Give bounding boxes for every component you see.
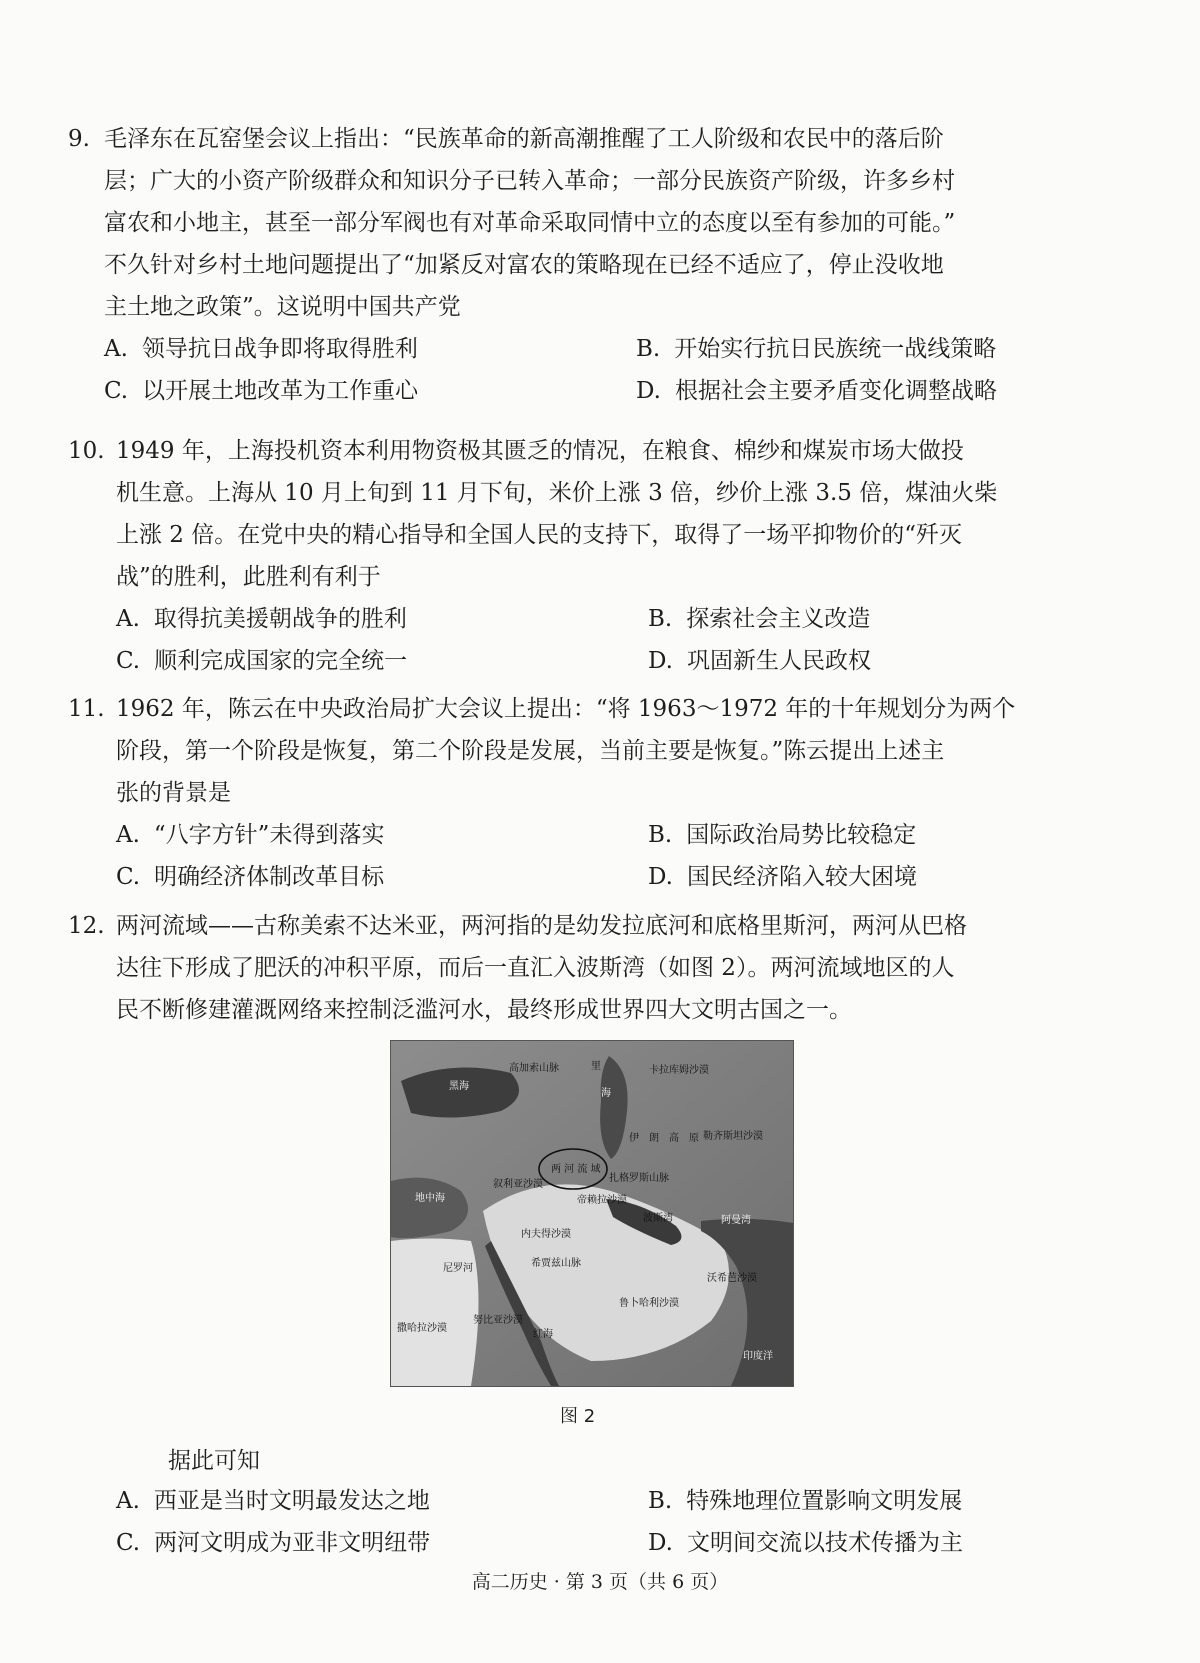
map-label-mediterranean: 地中海 — [415, 1193, 445, 1204]
question-12 — [68, 905, 1108, 1031]
question-stem — [104, 118, 1108, 328]
west-asia-map — [391, 1041, 793, 1386]
option-c[interactable]: C. 明确经济体制改革目标 — [116, 864, 385, 890]
map-label-gulf-oman: 阿曼湾 — [721, 1215, 751, 1226]
option-c[interactable]: C. 顺利完成国家的完全统一 — [116, 648, 408, 674]
map-label-wahiba: 沃希芭沙漠 — [707, 1273, 757, 1284]
map-label-two-rivers: 两 河 流 域 — [551, 1164, 601, 1175]
map-label-caspian-1: 里 — [591, 1061, 601, 1072]
question-number: 12. — [68, 913, 105, 939]
map-label-persian-gulf: 波斯湾 — [643, 1213, 673, 1224]
question-prompt: 据此可知 — [168, 1448, 260, 1474]
option-b[interactable]: B. 开始实行抗日民族统一战线策略 — [636, 336, 997, 362]
map-label-nile: 尼罗河 — [443, 1263, 473, 1274]
black-sea-shape — [401, 1068, 519, 1118]
stem-line: 层；广大的小资产阶级群众和知识分子已转入革命；一部分民族资产阶级，许多乡村 — [104, 168, 955, 194]
stem-line: 主土地之政策”。这说明中国共产党 — [104, 294, 461, 320]
question-9 — [68, 118, 1108, 412]
option-b[interactable]: B. 探索社会主义改造 — [648, 606, 871, 632]
question-stem — [116, 688, 1108, 814]
map-label-iran-plateau: 伊 朗 高 原 — [629, 1133, 699, 1144]
stem-line: 上涨 2 倍。在党中央的精心指导和全国人民的支持下，取得了一场平抑物价的“歼灭 — [116, 522, 963, 548]
option-b[interactable]: B. 国际政治局势比较稳定 — [648, 822, 917, 848]
question-number: 9. — [68, 126, 90, 152]
map-label-rub-al-khali: 鲁卜哈利沙漠 — [619, 1298, 679, 1309]
stem-line: 阶段，第一个阶段是恢复，第二个阶段是发展，当前主要是恢复。”陈云提出上述主 — [116, 738, 945, 764]
map-label-dahna: 帝赖拉沙漠 — [577, 1195, 627, 1206]
question-11 — [68, 688, 1108, 898]
stem-line: 毛泽东在瓦窑堡会议上指出：“民族革命的新高潮推醒了工人阶级和农民中的落后阶 — [104, 126, 944, 152]
map-label-sahara: 撒哈拉沙漠 — [397, 1323, 447, 1334]
map-label-caucasus: 高加索山脉 — [509, 1063, 559, 1074]
option-a[interactable]: A. 西亚是当时文明最发达之地 — [116, 1488, 430, 1514]
stem-line: 两河流域——古称美索不达米亚，两河指的是幼发拉底河和底格里斯河，两河从巴格 — [116, 913, 967, 939]
options — [104, 328, 1108, 412]
map-label-nubian: 努比亚沙漠 — [473, 1315, 523, 1326]
map-label-red-sea: 红海 — [533, 1329, 553, 1340]
stem-line: 达往下形成了肥沃的冲积平原，而后一直汇入波斯湾（如图 2）。两河流域地区的人 — [116, 955, 955, 981]
question-number: 10. — [68, 438, 105, 464]
question-number: 11. — [68, 696, 105, 722]
page-footer: 高二历史 · 第 3 页（共 6 页） — [471, 1571, 729, 1593]
option-d[interactable]: D. 巩固新生人民政权 — [648, 648, 871, 674]
map-label-zagros: 扎格罗斯山脉 — [609, 1173, 669, 1184]
map-label-black-sea: 黑海 — [449, 1081, 469, 1092]
map-label-karakum: 卡拉库姆沙漠 — [649, 1065, 709, 1076]
options — [116, 814, 1108, 898]
options — [116, 598, 1108, 682]
map-label-registan: 勒齐斯坦沙漠 — [703, 1131, 763, 1142]
map-label-nafud: 内夫得沙漠 — [521, 1229, 571, 1240]
stem-line: 富农和小地主，甚至一部分军阀也有对革命采取同情中立的态度以至有参加的可能。” — [104, 210, 956, 236]
option-c[interactable]: C. 以开展土地改革为工作重心 — [104, 378, 419, 404]
option-b[interactable]: B. 特殊地理位置影响文明发展 — [648, 1488, 963, 1514]
stem-line: 张的背景是 — [116, 780, 231, 806]
map-label-indian-ocean: 印度洋 — [743, 1351, 773, 1362]
question-10 — [68, 430, 1108, 682]
figure-caption: 图 2 — [560, 1406, 596, 1427]
option-a[interactable]: A. 取得抗美援朝战争的胜利 — [116, 606, 407, 632]
stem-line: 1962 年，陈云在中央政治局扩大会议上提出：“将 1963～1972 年的十年规划分为两个 — [116, 696, 1016, 722]
map-label-caspian-2: 海 — [601, 1088, 611, 1099]
stem-line: 1949 年，上海投机资本利用物资极其匮乏的情况，在粮食、棉纱和煤炭市场大做投 — [116, 438, 964, 464]
option-d[interactable]: D. 国民经济陷入较大困境 — [648, 864, 917, 890]
option-d[interactable]: D. 文明间交流以技术传播为主 — [648, 1530, 963, 1556]
stem-line: 民不断修建灌溉网络来控制泛滥河水，最终形成世界四大文明古国之一。 — [116, 997, 852, 1023]
stem-line: 不久针对乡村土地问题提出了“加紧反对富农的策略现在已经不适应了，停止没收地 — [104, 252, 944, 278]
options — [116, 1480, 1116, 1564]
option-a[interactable]: A. 领导抗日战争即将取得胜利 — [104, 336, 418, 362]
map-figure — [390, 1040, 794, 1387]
option-c[interactable]: C. 两河文明成为亚非文明纽带 — [116, 1530, 431, 1556]
question-stem — [116, 430, 1108, 598]
map-label-syrian-desert: 叙利亚沙漠 — [493, 1179, 543, 1190]
sahara-shape — [391, 1239, 479, 1387]
stem-line: 战”的胜利，此胜利有利于 — [116, 564, 381, 590]
stem-line: 机生意。上海从 10 月上旬到 11 月下旬，米价上涨 3 倍，纱价上涨 3.5 倍，煤油火柴 — [116, 480, 998, 506]
option-a[interactable]: A. “八字方针”未得到落实 — [116, 822, 385, 848]
option-d[interactable]: D. 根据社会主要矛盾变化调整战略 — [636, 378, 997, 404]
question-stem — [116, 905, 1108, 1031]
map-label-hejaz: 希贾兹山脉 — [531, 1258, 581, 1269]
